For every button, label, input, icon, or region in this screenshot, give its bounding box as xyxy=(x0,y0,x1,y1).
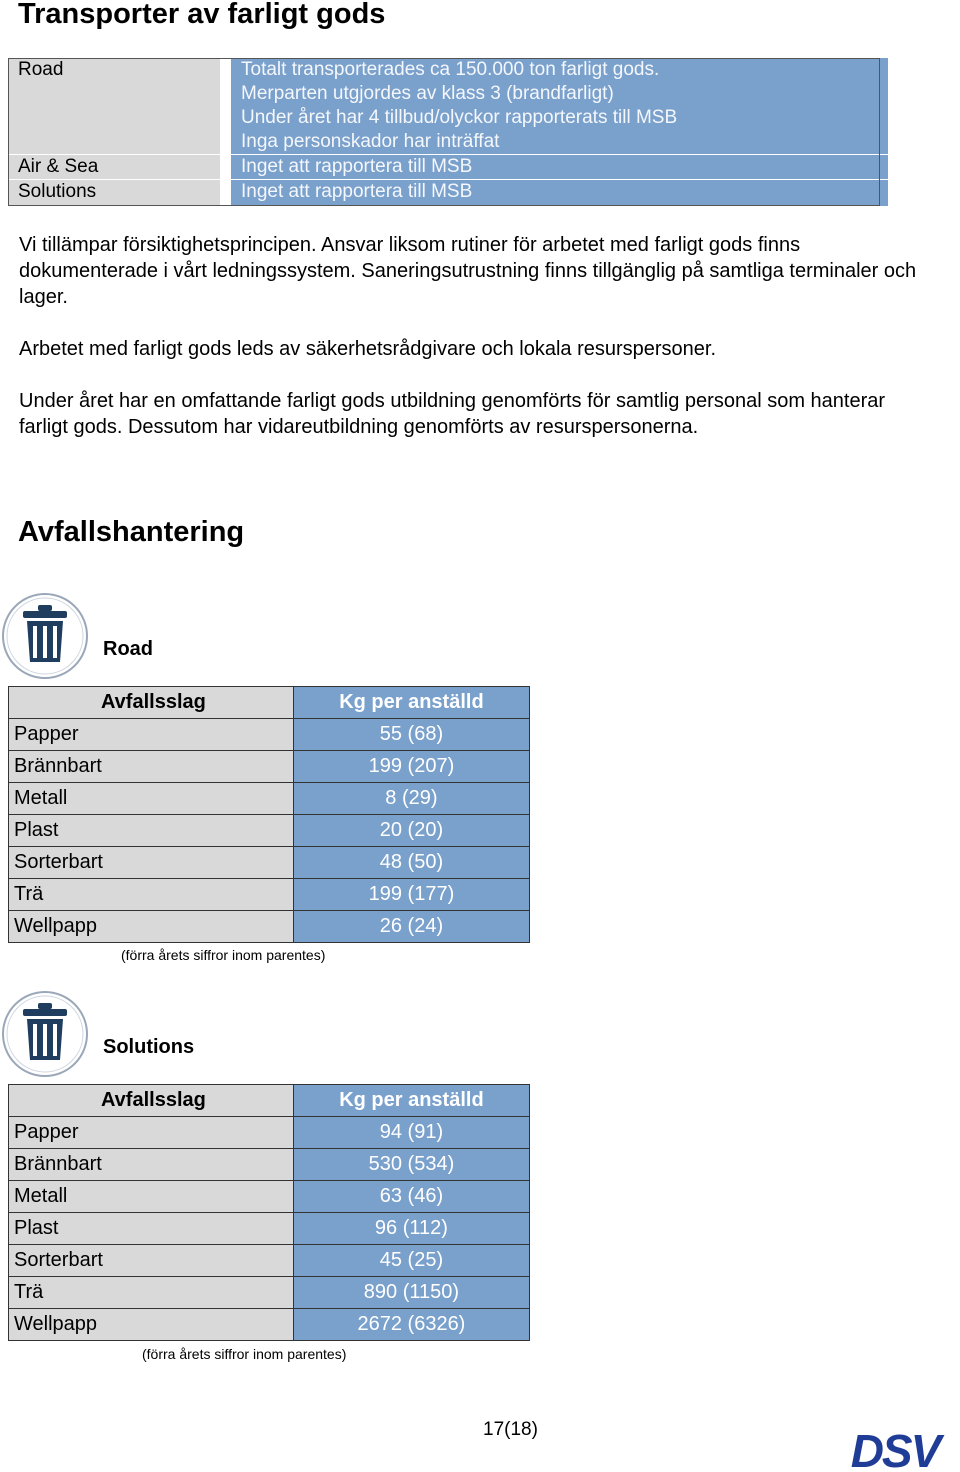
dg-value-solutions xyxy=(231,180,888,206)
dsv-logo xyxy=(834,1431,956,1471)
svg-text:DSV: DSV xyxy=(850,1431,940,1471)
waste-type: Plast xyxy=(9,815,294,847)
waste-type: Metall xyxy=(9,1181,294,1213)
waste-value: 20 (20) xyxy=(293,815,529,847)
table-row xyxy=(9,911,530,943)
waste-type: Brännbart xyxy=(9,1149,294,1181)
waste-type: Papper xyxy=(9,719,294,751)
dg-value-air-sea-text: Inget att rapportera till MSB xyxy=(241,156,473,177)
table-row xyxy=(9,1277,530,1309)
waste-road-note: (förra årets siffror inom parentes) xyxy=(121,947,326,963)
waste-road-title: Road xyxy=(103,638,153,660)
table-row xyxy=(9,783,530,815)
dg-label-solutions-text: Solutions xyxy=(18,181,97,202)
waste-value: 94 (91) xyxy=(293,1117,529,1149)
dg-label-solutions xyxy=(8,180,220,206)
dg-road-line: Inga personskador har inträffat xyxy=(241,131,500,152)
table-row xyxy=(9,751,530,783)
waste-value: 63 (46) xyxy=(293,1181,529,1213)
waste-value: 96 (112) xyxy=(293,1213,529,1245)
paragraph-training: Under året har en omfattande farligt gods utbildning genomförts för samtlig personal som hanterar farligt gods. Dessutom har vidareutbildning genomförts av resurspersonerna. xyxy=(19,390,886,438)
dg-label-air-sea xyxy=(8,155,220,179)
table-row xyxy=(9,1245,530,1277)
trash-can-icon xyxy=(1,990,89,1078)
paragraph-advisors: Arbetet med farligt gods leds av säkerhetsrådgivare och lokala resurspersoner. xyxy=(19,338,717,360)
dg-road-line: Under året har 4 tillbud/olyckor rapporterats till MSB xyxy=(241,107,678,128)
page-title: Transporter av farligt gods xyxy=(18,0,386,30)
table-header-row xyxy=(9,1085,530,1117)
table-row xyxy=(9,719,530,751)
column-header-type: Avfallsslag xyxy=(9,1085,294,1117)
waste-value: 48 (50) xyxy=(293,847,529,879)
table-row xyxy=(9,847,530,879)
table-row xyxy=(9,1309,530,1341)
waste-value: 8 (29) xyxy=(293,783,529,815)
dg-label-road-text: Road xyxy=(18,59,64,80)
dg-label-road xyxy=(8,58,220,154)
dg-road-line: Totalt transporterades ca 150.000 ton farligt gods. xyxy=(241,59,660,80)
table-header-row xyxy=(9,687,530,719)
waste-value: 199 (207) xyxy=(293,751,529,783)
waste-type: Metall xyxy=(9,783,294,815)
waste-type: Trä xyxy=(9,879,294,911)
waste-value: 530 (534) xyxy=(293,1149,529,1181)
waste-table-solutions xyxy=(8,1084,530,1341)
waste-type: Wellpapp xyxy=(9,911,294,943)
dangerous-goods-table xyxy=(8,58,880,206)
column-header-type: Avfallsslag xyxy=(9,687,294,719)
waste-value: 199 (177) xyxy=(293,879,529,911)
dg-label-air-sea-text: Air & Sea xyxy=(18,156,99,177)
waste-solutions-note: (förra årets siffror inom parentes) xyxy=(142,1346,347,1362)
waste-value: 26 (24) xyxy=(293,911,529,943)
table-row xyxy=(9,1181,530,1213)
table-row xyxy=(9,879,530,911)
waste-type: Plast xyxy=(9,1213,294,1245)
dg-value-solutions-text: Inget att rapportera till MSB xyxy=(241,181,473,202)
waste-value: 55 (68) xyxy=(293,719,529,751)
waste-type: Brännbart xyxy=(9,751,294,783)
dg-road-line: Merparten utgjordes av klass 3 (brandfarligt) xyxy=(241,83,614,104)
waste-value: 2672 (6326) xyxy=(293,1309,529,1341)
dg-value-road xyxy=(231,58,888,154)
waste-type: Trä xyxy=(9,1277,294,1309)
waste-value: 45 (25) xyxy=(293,1245,529,1277)
waste-type: Wellpapp xyxy=(9,1309,294,1341)
paragraph-precaution: Vi tillämpar försiktighetsprincipen. Ansvar liksom rutiner för arbetet med farligt gods finns dokumenterade i vårt ledningssystem. Saneringsutrustning finns tillgänglig på samtliga terminaler och lager. xyxy=(19,234,917,308)
waste-solutions-title: Solutions xyxy=(103,1036,195,1058)
dg-value-air-sea xyxy=(231,155,888,179)
waste-value: 890 (1150) xyxy=(293,1277,529,1309)
section-title-waste: Avfallshantering xyxy=(18,516,245,548)
table-row xyxy=(9,1213,530,1245)
table-row xyxy=(9,1117,530,1149)
column-header-kg: Kg per anställd xyxy=(293,1085,529,1117)
trash-can-icon xyxy=(1,592,89,680)
waste-table-road xyxy=(8,686,530,943)
page-number: 17(18) xyxy=(483,1419,538,1440)
waste-type: Sorterbart xyxy=(9,1245,294,1277)
table-row xyxy=(9,1149,530,1181)
waste-type: Sorterbart xyxy=(9,847,294,879)
table-row xyxy=(9,815,530,847)
waste-type: Papper xyxy=(9,1117,294,1149)
column-header-kg: Kg per anställd xyxy=(293,687,529,719)
